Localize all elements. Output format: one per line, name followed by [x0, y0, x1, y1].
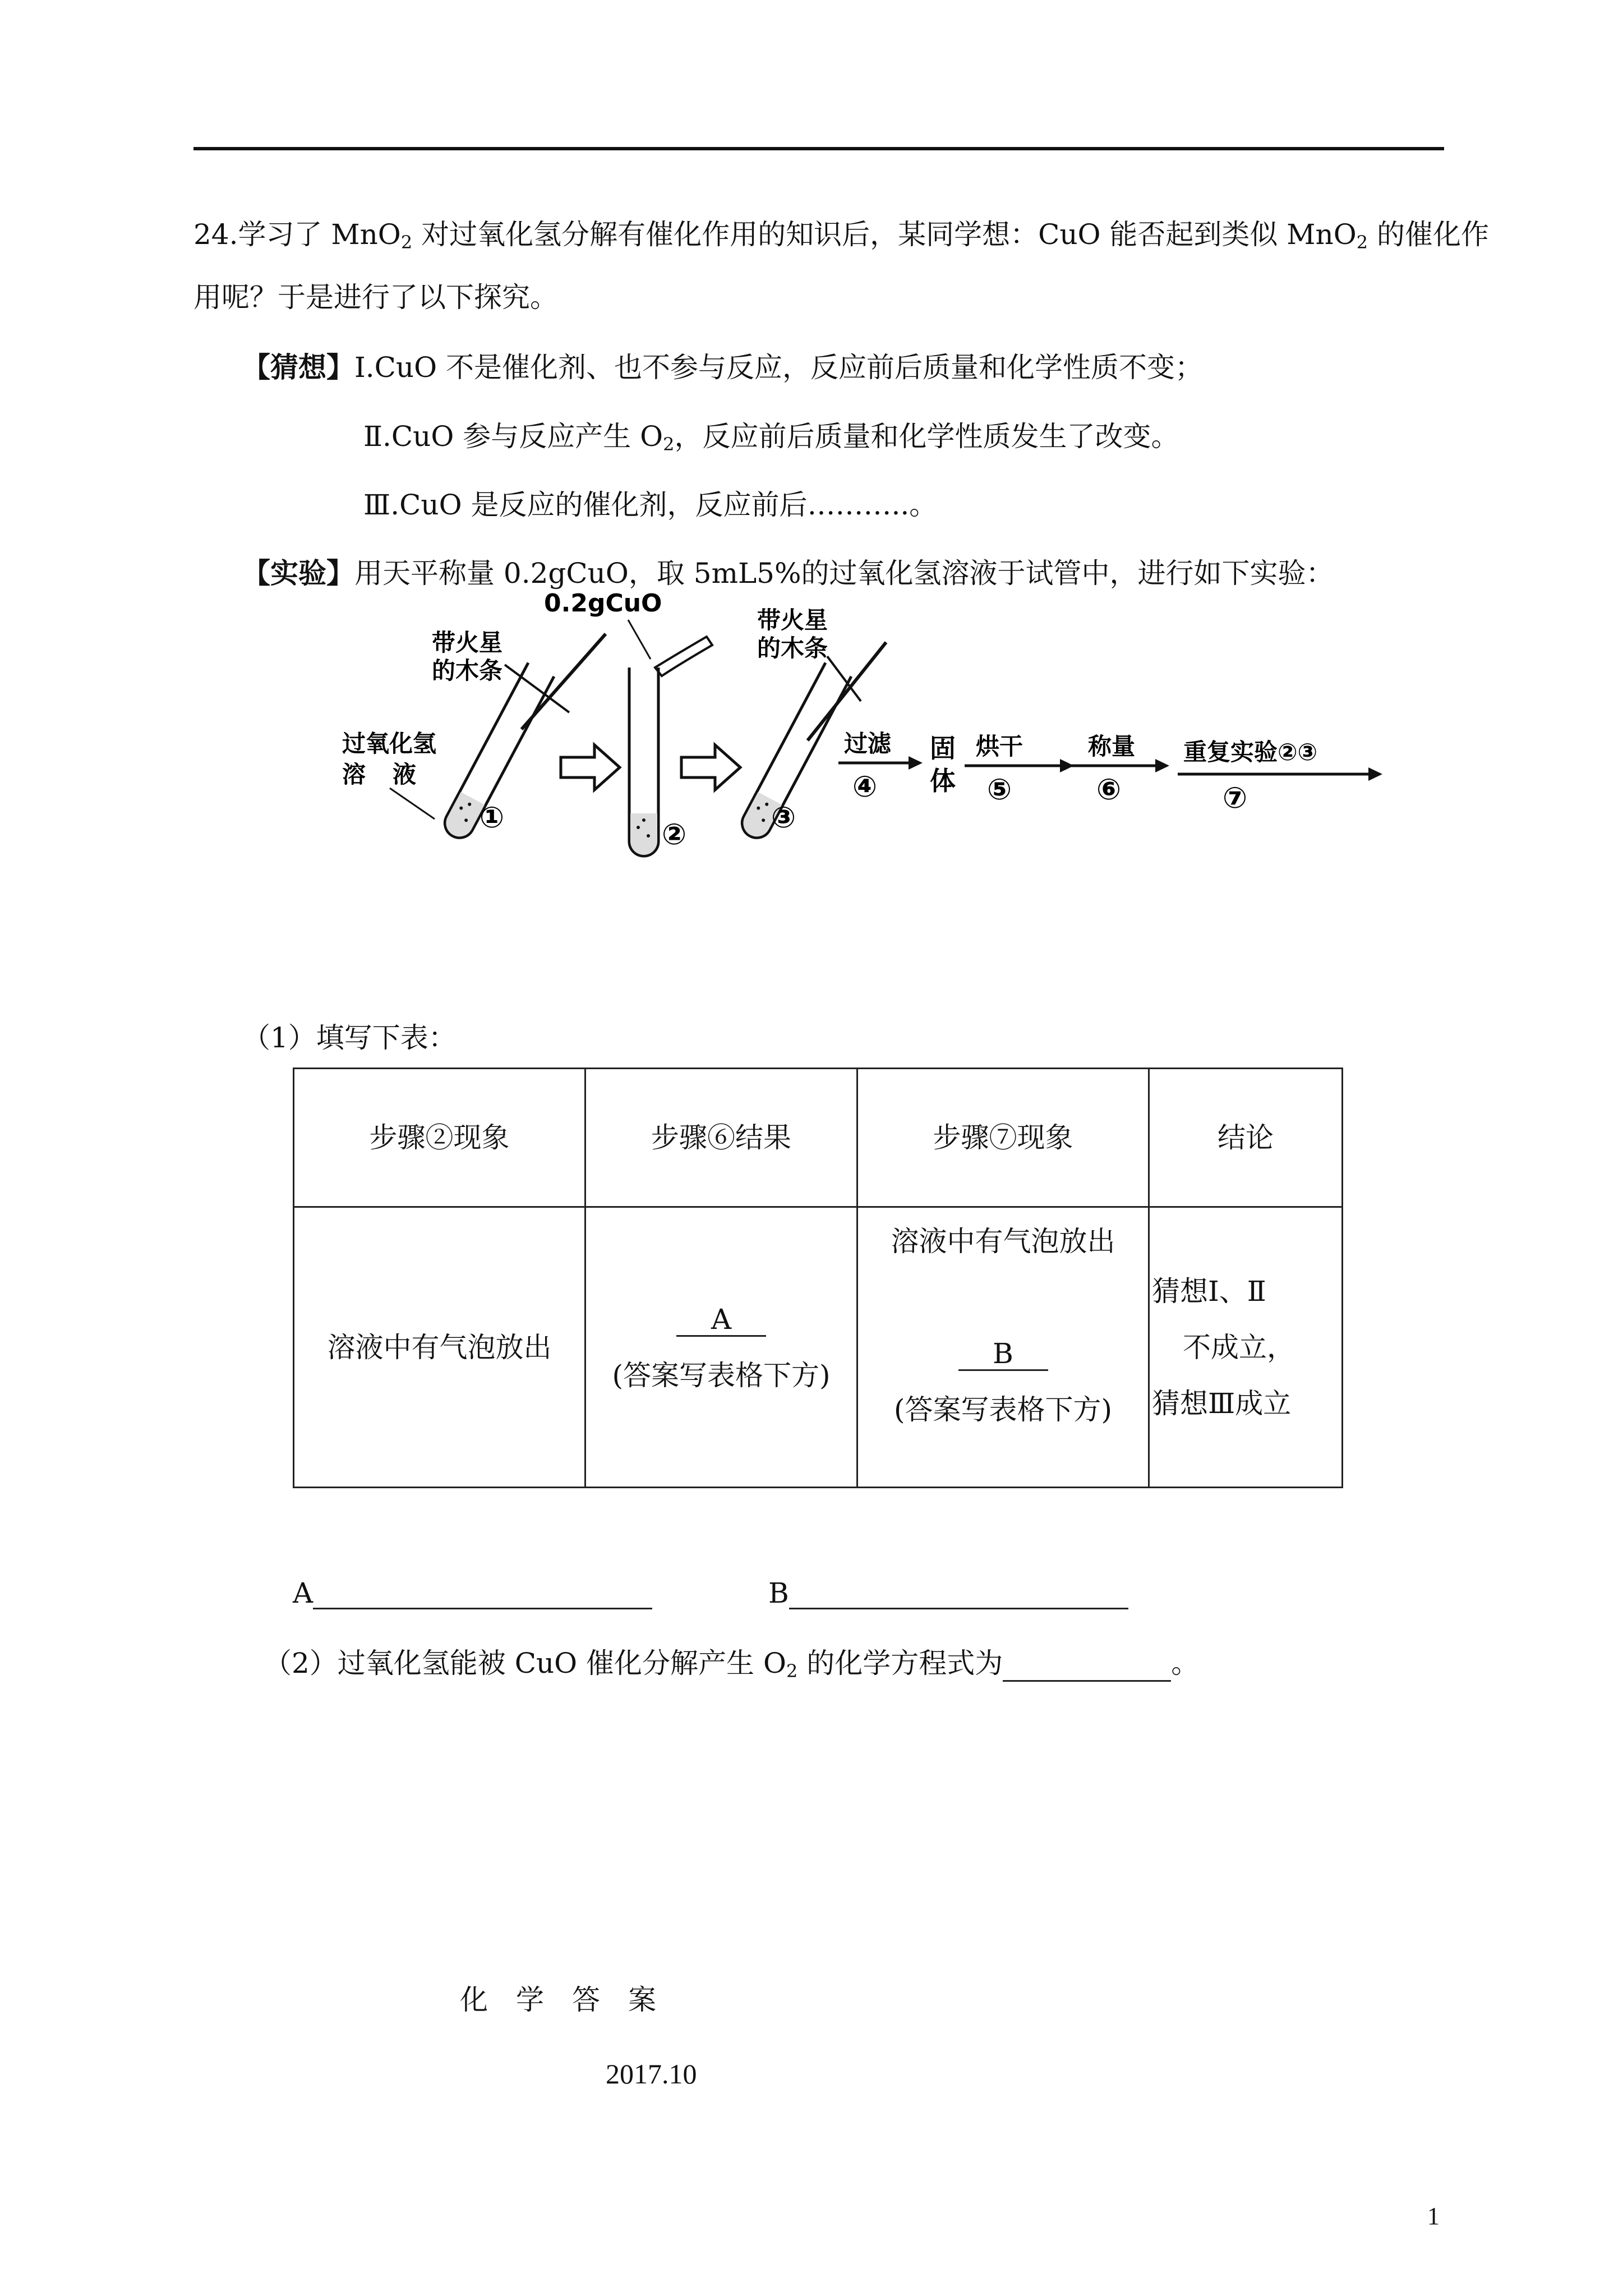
step2-observation: 溶液中有气泡放出 — [294, 1207, 585, 1488]
equation-input[interactable] — [1003, 1649, 1171, 1682]
top-rule — [193, 147, 1444, 150]
arrow-2 — [681, 745, 740, 790]
pointer-line-cuo — [628, 620, 651, 659]
answer-a-line: A — [293, 1576, 652, 1609]
results-table — [293, 1068, 1343, 1488]
svg-text:过氧化氢: 过氧化氢 — [342, 730, 437, 757]
svg-text:体: 体 — [930, 766, 956, 796]
solution-label — [342, 730, 436, 788]
svg-text:⑦: ⑦ — [1223, 781, 1248, 815]
cuo-label: 0.2gCuO — [544, 589, 662, 618]
hypothesis-2: Ⅱ.CuO 参与反应产生 $O_2$，反应前后质量和化学性质发生了改变。 — [363, 420, 1179, 455]
part2-question: （2）过氧化氢能被 CuO 催化分解产生 $O_2$ 的化学方程式为 。 — [264, 1647, 1200, 1682]
solid-label — [930, 733, 956, 796]
tube-1-number: ① — [479, 801, 505, 835]
step-weigh — [1071, 733, 1169, 807]
table-header-cell: 结论 — [1149, 1069, 1343, 1207]
pointer-line-solution — [390, 788, 435, 819]
svg-text:固: 固 — [930, 733, 956, 763]
hypothesis-1: 【猜想】Ⅰ.CuO 不是催化剂、也不参与反应，反应前后质量和化学性质不变； — [242, 351, 1203, 384]
blank-a: A — [676, 1304, 766, 1337]
tube-2-number: ② — [662, 818, 687, 852]
splint-label-2 — [757, 606, 828, 662]
spatula — [655, 637, 712, 676]
arrow-1 — [561, 745, 620, 790]
answer-b-input[interactable] — [789, 1576, 1128, 1609]
svg-text:过滤: 过滤 — [844, 730, 892, 757]
table-header-row — [294, 1069, 1343, 1207]
conclusion-cell: 猜想Ⅰ、Ⅱ 不成立， 猜想Ⅲ成立 — [1149, 1207, 1343, 1488]
svg-text:烘干: 烘干 — [976, 733, 1023, 760]
svg-text:的木条: 的木条 — [432, 657, 503, 684]
answer-note: (答案写表格下方) — [612, 1359, 831, 1392]
blank-b: B — [958, 1338, 1048, 1371]
table-header-cell: 步骤⑦现象 — [857, 1069, 1149, 1207]
step-dry — [965, 733, 1074, 807]
svg-text:⑤: ⑤ — [987, 773, 1012, 807]
svg-text:⑥: ⑥ — [1096, 773, 1122, 807]
answer-section-title: 化 学 答 案 — [460, 1984, 656, 2016]
question-line-2: 用呢？于是进行了以下探究。 — [193, 281, 558, 314]
step6-result-cell — [585, 1207, 857, 1488]
svg-text:带火星: 带火星 — [432, 629, 503, 656]
experiment-diagram — [314, 589, 1391, 881]
date: 2017.10 — [606, 2058, 697, 2090]
question-line-1: 24.学习了 MnO$_2$ 对过氧化氢分解有催化作用的知识后，某同学想：CuO 能否起到类似 MnO$_2$ 的催化作 — [193, 218, 1489, 253]
answer-b-line: B — [768, 1576, 1128, 1609]
part1-prompt: （1）填写下表： — [242, 1022, 457, 1054]
table-header-cell: 步骤⑥结果 — [585, 1069, 857, 1207]
svg-text:的木条: 的木条 — [757, 634, 828, 662]
svg-text:带火星: 带火星 — [757, 606, 828, 634]
svg-text:重复实验②③: 重复实验②③ — [1183, 738, 1318, 766]
table-row — [294, 1207, 1343, 1488]
experiment-line: 【实验】用天平称量 0.2gCuO，取 5mL5%的过氧化氢溶液于试管中，进行如下实验： — [242, 556, 1334, 590]
svg-text:溶: 溶 — [342, 761, 366, 788]
answer-note: (答案写表格下方) — [893, 1393, 1112, 1426]
splint-label-1 — [432, 629, 502, 684]
answer-a-input[interactable] — [313, 1576, 652, 1609]
step-repeat — [1178, 738, 1382, 815]
hypothesis-3: Ⅲ.CuO 是反应的催化剂，反应前后………..。 — [363, 489, 938, 521]
tube-3-number: ③ — [771, 801, 796, 835]
table-header-cell: 步骤②现象 — [294, 1069, 585, 1207]
svg-text:称量: 称量 — [1088, 733, 1136, 760]
experiment-label: 【实验】 — [242, 556, 354, 590]
page-number: 1 — [1427, 2202, 1440, 2230]
step7-observation-cell: 溶液中有气泡放出 B (答案写表格下方) — [857, 1207, 1149, 1488]
step-filter — [838, 730, 923, 804]
svg-text:液: 液 — [393, 761, 417, 788]
hypothesis-label: 【猜想】 — [242, 351, 354, 384]
test-tube-2 — [629, 668, 658, 856]
svg-text:④: ④ — [852, 770, 878, 804]
